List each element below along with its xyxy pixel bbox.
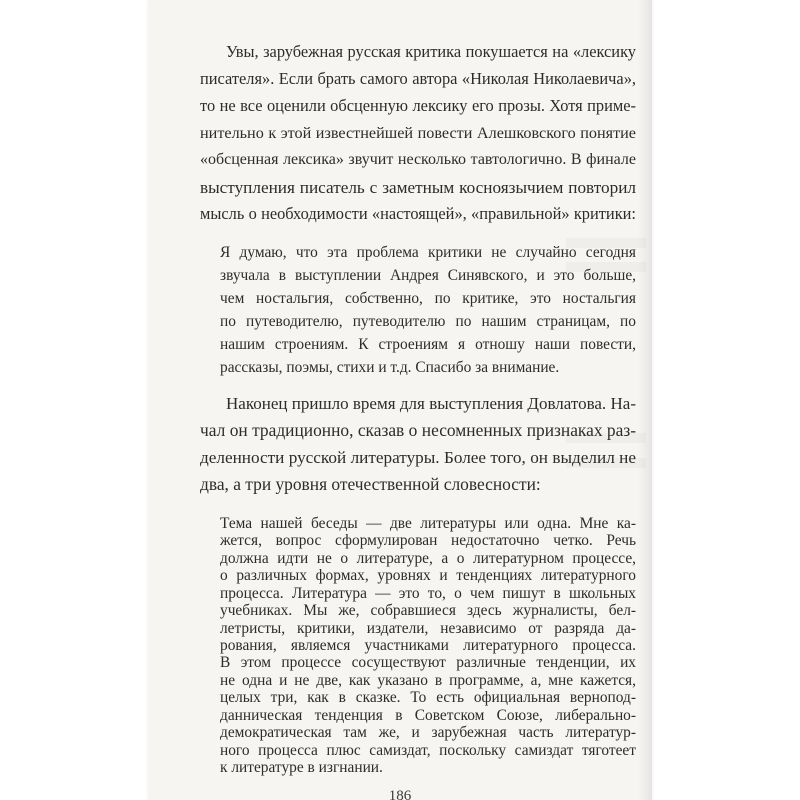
quote-line: рования, являемся участниками литературного процесса. bbox=[220, 637, 636, 654]
quote-line: учебниках. Мы же, собравшиеся здесь журналисты, бел- bbox=[220, 602, 636, 620]
book-page bbox=[148, 0, 652, 800]
quote-line: процесса. Литература — это то, о чем пишут в школьных bbox=[220, 584, 636, 602]
quote-line: чем ностальгия, собственно, по критике, это ностальгия bbox=[220, 290, 636, 307]
text-line: Наконец пришло время для выступления Довлатова. На- bbox=[226, 394, 636, 413]
text-line: писателя». Если брать самого автора «Николая Николаевича», bbox=[200, 69, 636, 88]
quote-line: по путеводителю, путеводителю по нашим страницам, по bbox=[220, 313, 636, 330]
text-line: чал он традиционно, сказав о несомненных признаках раз- bbox=[200, 420, 636, 440]
text-line: мысль о необходимости «настоящей», «правильной» критики: bbox=[200, 204, 636, 223]
quote-line: В этом процессе сосуществуют различные тенденции, их bbox=[220, 654, 636, 672]
quote-line: рассказы, поэмы, стихи и т.д. Спасибо за внимание. bbox=[220, 359, 560, 376]
quote-line: звучала в выступлении Андрея Синявского, и это больше, bbox=[220, 267, 636, 284]
quote-line: должна идти не о литературе, а о литературном процессе, bbox=[220, 549, 636, 567]
quote-line: к литературе в изгнании. bbox=[220, 759, 383, 776]
text-line: то не все оценили обсценную лексику его прозы. Хотя приме- bbox=[200, 96, 636, 115]
text-line: деленности русской литературы. Более того, он выделил не bbox=[200, 448, 636, 467]
quote-line: нашим строениям. К строениям я отношу наши повести, bbox=[220, 336, 636, 353]
text-line: Увы, зарубежная русская критика покушается на «лексику bbox=[226, 42, 636, 61]
quote-line: Я думаю, что эта проблема критики не случайно сегодня bbox=[220, 244, 636, 261]
text-line: нительно к этой известнейшей повести Алешковского понятие bbox=[200, 124, 636, 142]
quote-line: не одна и не две, как указано в программе, а, мне кажется, bbox=[220, 671, 636, 689]
quote-line: Тема нашей беседы — две литературы или одна. Мне ка- bbox=[220, 515, 636, 532]
quote-line: жется, вопрос сформулирован недостаточно четко. Речь bbox=[220, 532, 636, 550]
page-gutter-shadow bbox=[638, 0, 652, 800]
quote-line: летристы, критики, издатели, независимо от разряда да- bbox=[220, 619, 636, 637]
text-line: выступления писатель с заметным косноязычием повторил bbox=[200, 178, 636, 197]
quote-line: демократическая там же, и зарубежная часть литератур- bbox=[220, 724, 636, 742]
text-line: два, а три уровня отечественной словесности: bbox=[200, 474, 541, 494]
page-number: 186 bbox=[388, 788, 412, 800]
quote-line: ного процесса плюс самиздат, поскольку самиздат тяготеет bbox=[220, 741, 636, 759]
quote-line: о различных формах, уровнях и тенденциях литературного bbox=[220, 567, 636, 585]
quote-line: данническая тенденция в Советском Союзе, либерально- bbox=[220, 706, 636, 724]
text-line: «обсценная лексика» звучит несколько тавтологично. В финале bbox=[200, 151, 636, 168]
quote-line: целых три, как в сказке. То есть официальная вернопод- bbox=[220, 689, 636, 707]
